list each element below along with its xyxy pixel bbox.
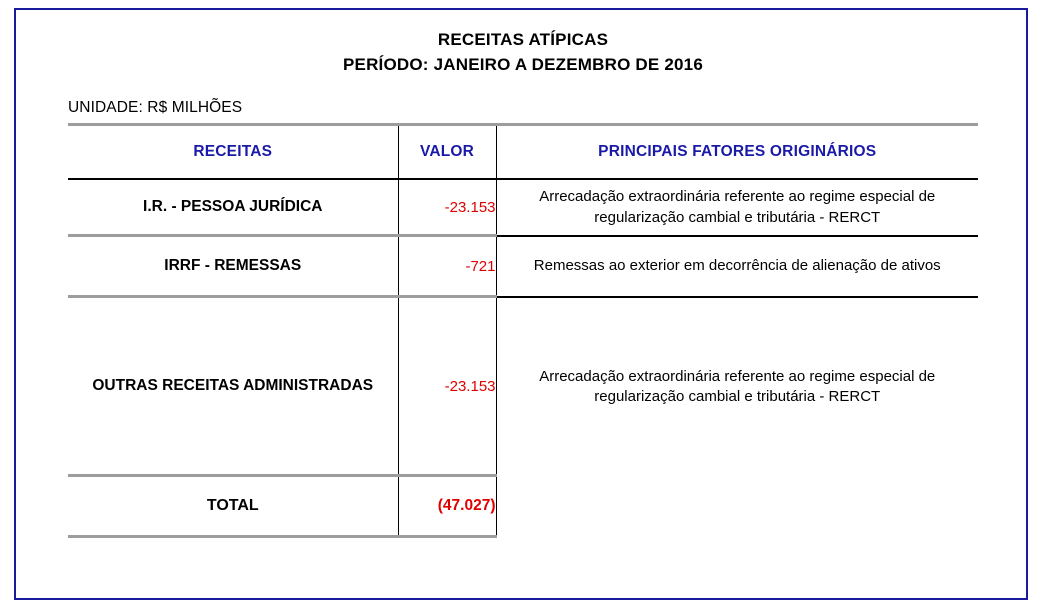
document-title xyxy=(68,28,978,77)
row-receita-valor: -23.153 xyxy=(398,297,496,476)
total-label: TOTAL xyxy=(68,476,398,537)
row-receita-name: OUTRAS RECEITAS ADMINISTRADAS xyxy=(68,297,398,476)
column-header-valor: VALOR xyxy=(398,125,496,180)
row-receita-fator: Remessas ao exterior em decorrência de alienação de ativos xyxy=(496,236,978,297)
row-receita-name: IRRF - REMESSAS xyxy=(68,236,398,297)
column-header-receitas: RECEITAS xyxy=(68,125,398,180)
column-header-fatores: PRINCIPAIS FATORES ORIGINÁRIOS xyxy=(496,125,978,180)
total-valor: (47.027) xyxy=(398,476,496,537)
table-row xyxy=(68,236,978,297)
row-receita-fator: Arrecadação extraordinária referente ao regime especial de regularização cambial e tributária - RERCT xyxy=(539,367,936,405)
title-line-1: RECEITAS ATÍPICAS xyxy=(437,30,609,49)
title-line-2: PERÍODO: JANEIRO A DEZEMBRO DE 2016 xyxy=(343,54,703,74)
document-border-frame xyxy=(14,8,1028,600)
receitas-atipicas-table xyxy=(68,123,978,538)
document-content xyxy=(68,28,978,538)
row-receita-valor: -721 xyxy=(398,236,496,297)
table-header-row xyxy=(68,125,978,180)
table-row xyxy=(68,297,978,476)
table-row xyxy=(68,179,978,236)
row-receita-name: I.R. - PESSOA JURÍDICA xyxy=(68,179,398,236)
table-total-row xyxy=(68,476,978,537)
total-empty-cell xyxy=(496,476,978,537)
row-receita-fator: Arrecadação extraordinária referente ao regime especial de regularização cambial e tributária - RERCT xyxy=(496,179,978,236)
unit-label: UNIDADE: R$ MILHÕES xyxy=(68,99,243,117)
row-receita-valor: -23.153 xyxy=(398,179,496,236)
